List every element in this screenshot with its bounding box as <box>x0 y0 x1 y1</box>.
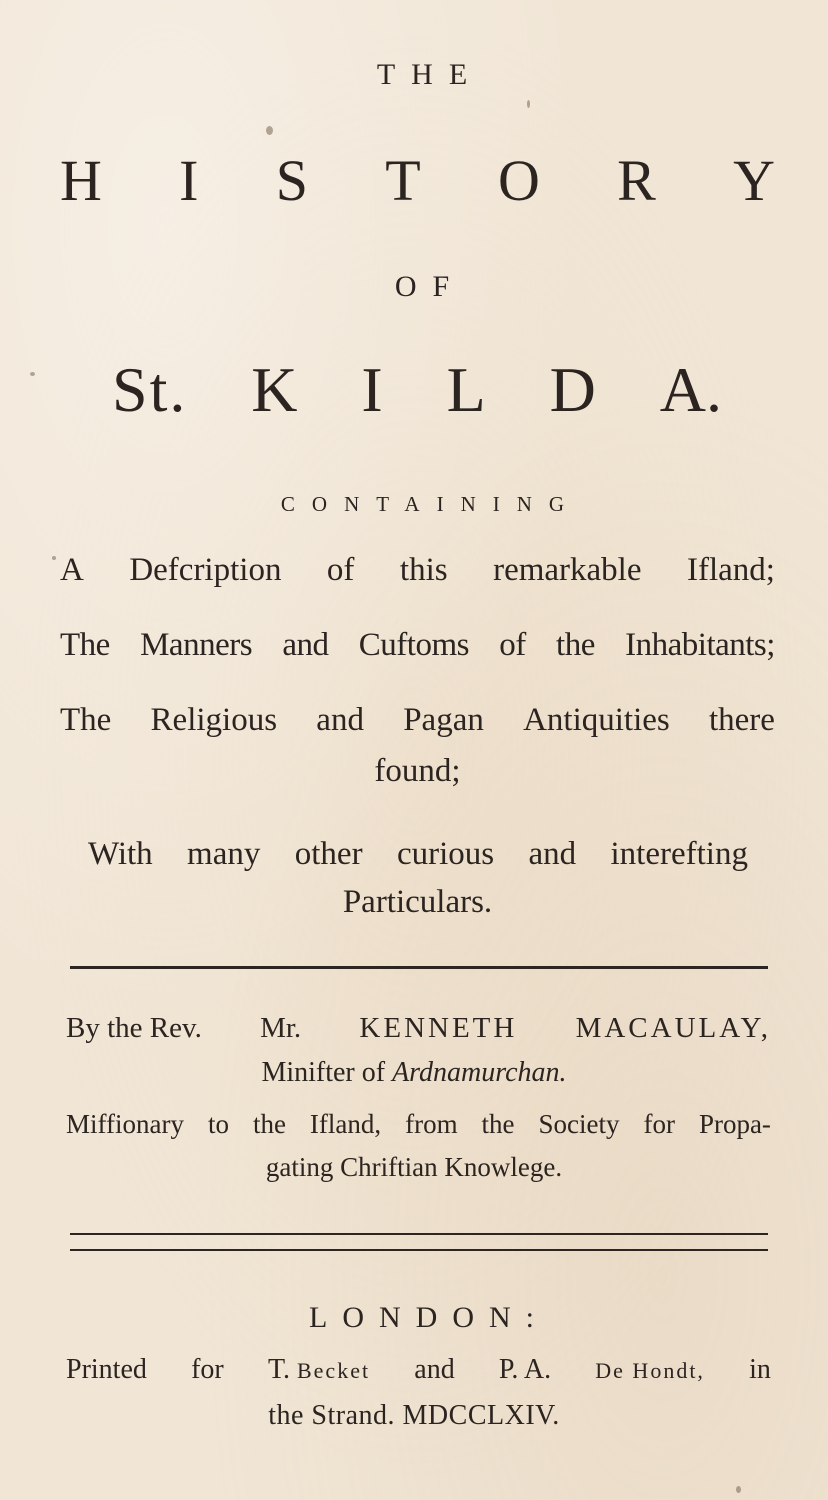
desc-word: Defcription <box>129 552 282 588</box>
author-last-name: MACAULAY, <box>575 1012 771 1044</box>
missionary-word: the <box>481 1109 515 1139</box>
missionary-word: Society <box>538 1109 620 1139</box>
missionary-word: to <box>207 1109 229 1139</box>
desc-word: A <box>60 552 84 588</box>
history-letter: H <box>60 148 102 213</box>
title-st: St. <box>112 354 188 425</box>
kilda-letter: K <box>251 354 298 425</box>
divider-rule-double-top <box>70 1233 768 1235</box>
desc-word: curious <box>396 836 495 872</box>
desc-word: Manners <box>140 627 253 663</box>
author-by: By the Rev. <box>66 1012 202 1044</box>
desc-word: Cuftoms <box>358 627 469 663</box>
imprint-in: in <box>749 1354 771 1385</box>
author-line <box>66 1014 771 1043</box>
title-st-kilda <box>112 354 722 425</box>
desc-word: remarkable <box>493 552 642 588</box>
title-of: OF <box>394 270 466 303</box>
paper-speck <box>52 556 56 560</box>
title-history <box>60 148 775 213</box>
desc-word: and <box>528 836 577 872</box>
author-mr: Mr. <box>260 1012 302 1044</box>
imprint-city: LONDON: <box>309 1301 549 1334</box>
desc-word: With <box>88 836 153 872</box>
missionary-word: Miffionary <box>66 1109 184 1139</box>
paper-speck <box>266 126 273 135</box>
desc-word: this <box>399 552 448 588</box>
history-letter: R <box>617 148 656 213</box>
imprint-pa: P. A. <box>498 1354 552 1385</box>
history-letter: S <box>275 148 309 213</box>
minister-prefix: Minifter of <box>261 1057 386 1088</box>
desc-word: The <box>60 702 112 738</box>
imprint-printed: Printed <box>66 1354 147 1385</box>
minister-line <box>0 1059 828 1087</box>
missionary-word: Ifland, <box>309 1109 382 1139</box>
desc-word: of <box>499 627 526 663</box>
paper-speck <box>527 100 530 108</box>
desc-word: other <box>294 836 363 872</box>
author-first-name: KENNETH <box>359 1012 518 1044</box>
imprint-and: and <box>414 1354 455 1385</box>
desc-word: Antiquities <box>523 702 670 738</box>
desc-word: and <box>282 627 329 663</box>
desc-word: of <box>326 552 355 588</box>
missionary-word: for <box>643 1109 675 1139</box>
history-letter: I <box>179 148 199 213</box>
paper-speck <box>736 1486 741 1493</box>
desc-word: many <box>187 836 261 872</box>
parish-name: Ardnamurchan. <box>392 1057 567 1088</box>
desc-word: Religious <box>150 702 278 738</box>
missionary-line-continued: gating Chriftian Knowlege. <box>265 1152 563 1182</box>
kilda-letter: I <box>361 354 383 425</box>
desc-word: there <box>708 702 775 738</box>
desc-word: Inhabitants; <box>625 627 775 663</box>
description-line-2 <box>60 627 775 664</box>
description-line-4-continued: Particulars. <box>342 884 493 920</box>
desc-word: The <box>60 627 110 663</box>
imprint-t: T. <box>267 1354 290 1385</box>
missionary-word: Propa- <box>698 1109 771 1139</box>
paper-speck <box>30 372 35 376</box>
description-line-1 <box>60 552 775 589</box>
description-line-4 <box>88 836 748 873</box>
imprint-becket-name: Becket <box>296 1358 371 1383</box>
imprint-location-date <box>0 1402 828 1430</box>
divider-rule-double-bottom <box>70 1249 768 1251</box>
description-line-3 <box>60 702 775 739</box>
imprint-strand: the Strand. <box>268 1400 396 1431</box>
containing-heading: CONTAINING <box>280 492 582 516</box>
history-letter: O <box>497 148 540 213</box>
history-letter: T <box>385 148 421 213</box>
kilda-letter: A. <box>659 354 722 425</box>
missionary-word: from <box>405 1109 458 1139</box>
missionary-word: the <box>252 1109 286 1139</box>
imprint-becket <box>268 1356 370 1384</box>
desc-word: and <box>316 702 364 738</box>
imprint-printer-line <box>66 1356 771 1384</box>
missionary-line <box>66 1111 771 1138</box>
kilda-letter: L <box>446 354 486 425</box>
desc-word: Pagan <box>403 702 484 738</box>
imprint-for: for <box>191 1354 224 1385</box>
imprint-date: MDCCLXIV. <box>402 1400 560 1431</box>
divider-rule-top <box>70 966 768 969</box>
history-letter: Y <box>733 148 775 213</box>
kilda-letter: D <box>549 354 596 425</box>
desc-word: Ifland; <box>686 552 775 588</box>
description-line-3-continued: found; <box>374 753 461 789</box>
title-the: THE <box>376 58 484 91</box>
desc-word: interefting <box>610 836 748 872</box>
imprint-dehondt: De Hondt, <box>595 1358 705 1383</box>
desc-word: the <box>556 627 595 663</box>
